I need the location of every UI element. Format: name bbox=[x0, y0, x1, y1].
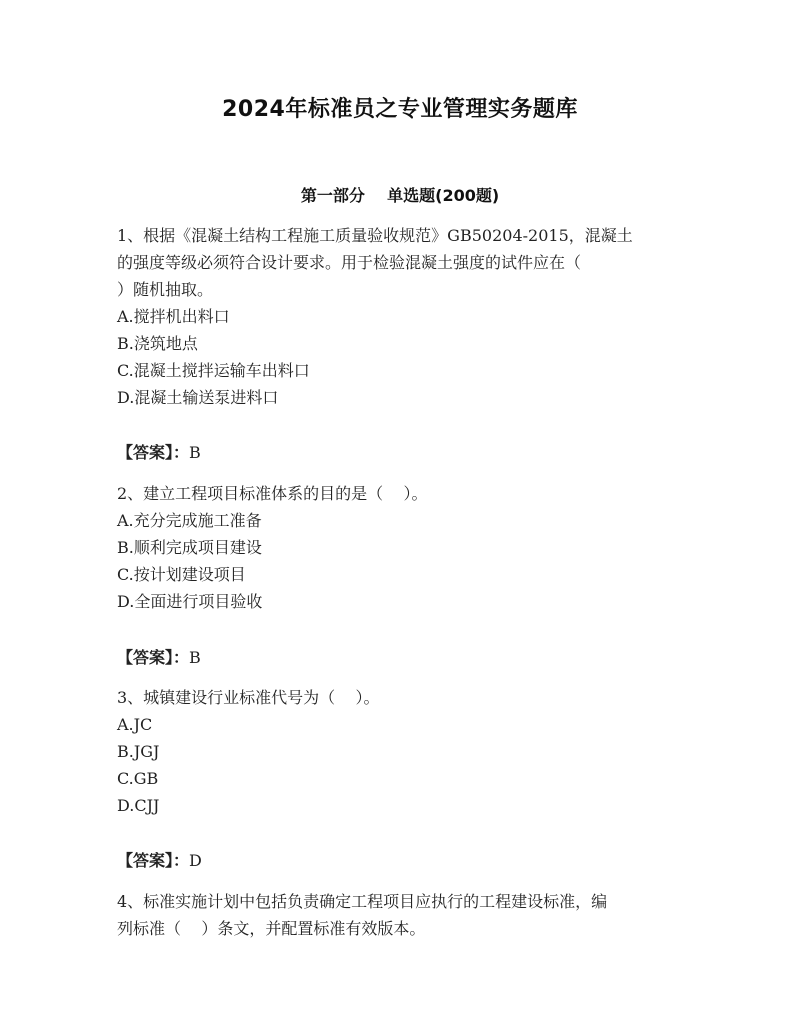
question-1-option-c: C.混凝土搅拌运输车出料口 bbox=[117, 361, 310, 380]
question-4-stem-line-1: 4、标准实施计划中包括负责确定工程项目应执行的工程建设标准，编 bbox=[117, 892, 608, 911]
answer-separator: ： bbox=[173, 443, 190, 462]
answer-value: B bbox=[189, 648, 201, 667]
answer-value: D bbox=[189, 851, 202, 870]
question-3-answer bbox=[117, 851, 202, 871]
question-3-option-c: C.GB bbox=[117, 769, 159, 788]
question-1-option-a: A.搅拌机出料口 bbox=[117, 307, 230, 326]
answer-label: 【答案】 bbox=[117, 851, 174, 870]
question-2-answer bbox=[117, 648, 201, 668]
question-2-stem-line-1: 2、建立工程项目标准体系的目的是（ ）。 bbox=[117, 484, 428, 503]
question-2-option-c: C.按计划建设项目 bbox=[117, 565, 246, 584]
question-1-stem-line-1: 1、根据《混凝土结构工程施工质量验收规范》GB50204-2015，混凝土 bbox=[117, 226, 633, 245]
document-title: 2024年标准员之专业管理实务题库 bbox=[222, 97, 578, 122]
question-3-option-b: B.JGJ bbox=[117, 742, 160, 761]
question-2-option-a: A.充分完成施工准备 bbox=[117, 511, 262, 530]
question-1-option-b: B.浇筑地点 bbox=[117, 334, 198, 353]
answer-label: 【答案】 bbox=[117, 443, 174, 462]
question-1-stem-line-2: 的强度等级必须符合设计要求。用于检验混凝土强度的试件应在（ bbox=[117, 253, 582, 272]
question-3-option-d: D.CJJ bbox=[117, 796, 160, 815]
answer-separator: ： bbox=[173, 851, 190, 870]
question-2-option-b: B.顺利完成项目建设 bbox=[117, 538, 262, 557]
question-1-answer bbox=[117, 443, 201, 463]
answer-separator: ： bbox=[173, 648, 190, 667]
question-3-option-a: A.JC bbox=[117, 715, 153, 734]
question-4-stem-line-2: 列标准（ ）条文，并配置标准有效版本。 bbox=[117, 919, 426, 938]
question-3-stem-line-1: 3、城镇建设行业标准代号为（ ）。 bbox=[117, 688, 380, 707]
question-1-stem-line-3: ）随机抽取。 bbox=[117, 280, 214, 299]
answer-value: B bbox=[189, 443, 201, 462]
question-2-option-d: D.全面进行项目验收 bbox=[117, 592, 263, 611]
question-1-option-d: D.混凝土输送泵进料口 bbox=[117, 388, 279, 407]
section-title: 第一部分 单选题(200题) bbox=[300, 186, 500, 205]
answer-label: 【答案】 bbox=[117, 648, 174, 667]
